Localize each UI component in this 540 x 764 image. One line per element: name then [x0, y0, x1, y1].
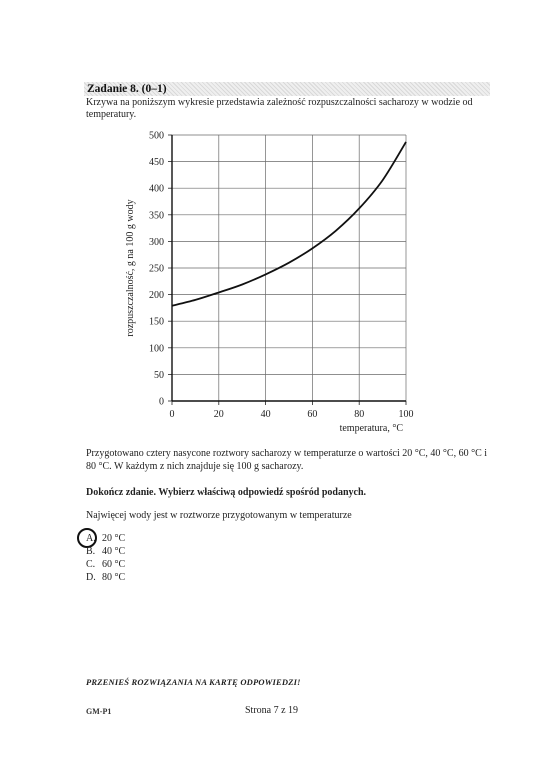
- option-letter: D.: [86, 572, 96, 583]
- y-tick-label: 400: [149, 183, 164, 195]
- y-tick-label: 450: [149, 157, 164, 169]
- x-tick-label: 80: [354, 409, 365, 420]
- x-tick-label: 60: [307, 409, 318, 420]
- x-tick-label: 20: [213, 409, 224, 420]
- chart-tick-labels: [149, 131, 414, 421]
- option-d[interactable]: [86, 571, 286, 584]
- task-intro: Krzywa na poniższym wykresie przedstawia zależność rozpuszczalności sacharozy w wodzie od temperatury.: [86, 97, 473, 120]
- answer-options: [86, 532, 286, 584]
- y-tick-label: 150: [149, 316, 164, 328]
- option-text: 60 °C: [102, 559, 126, 570]
- option-letter: A.: [86, 533, 96, 544]
- task-instruction: Dokończ zdanie. Wybierz właściwą odpowiedź spośród podanych.: [86, 487, 367, 498]
- y-tick-label: 200: [149, 290, 164, 302]
- y-tick-label: 100: [149, 343, 164, 355]
- option-b[interactable]: [86, 545, 286, 558]
- page-number: Strona 7 z 19: [245, 705, 299, 716]
- chart-series: [172, 142, 406, 306]
- x-tick-label: 100: [398, 409, 414, 420]
- option-text: 20 °C: [102, 533, 126, 544]
- exam-code: GM-P1: [86, 707, 112, 716]
- x-tick-label: 40: [260, 409, 271, 420]
- chart-grid: [172, 135, 406, 401]
- option-text: 40 °C: [102, 546, 126, 557]
- x-axis-label: temperatura, °C: [339, 423, 403, 434]
- option-c[interactable]: [86, 558, 286, 571]
- chart-axes: [168, 135, 406, 405]
- task-title: Zadanie 8. (0–1): [87, 83, 167, 95]
- y-tick-label: 250: [149, 263, 164, 275]
- option-letter: B.: [86, 546, 96, 557]
- solubility-curve: [172, 142, 406, 306]
- y-tick-label: 0: [159, 396, 164, 408]
- y-tick-label: 350: [149, 210, 164, 222]
- y-tick-label: 50: [154, 369, 164, 381]
- transfer-answers-note: PRZENIEŚ ROZWIĄZANIA NA KARTĘ ODPOWIEDZI!: [86, 677, 301, 687]
- y-tick-label: 500: [149, 130, 164, 142]
- option-a[interactable]: [86, 532, 286, 545]
- option-text: 80 °C: [102, 572, 126, 583]
- x-tick-label: 0: [169, 409, 175, 420]
- option-letter: C.: [86, 559, 96, 570]
- y-tick-label: 300: [149, 236, 164, 248]
- task-question: Najwięcej wody jest w roztworze przygotowanym w temperaturze: [86, 510, 352, 521]
- task-description: Przygotowano cztery nasycone roztwory sacharozy w temperaturze o wartości 20 °C, 40 °C, 60 °C i 80 °C. W każdym z nich znajduje się 100 g sacharozy.: [86, 448, 488, 472]
- y-axis-label: rozpuszczalność, g na 100 g wody: [125, 199, 136, 337]
